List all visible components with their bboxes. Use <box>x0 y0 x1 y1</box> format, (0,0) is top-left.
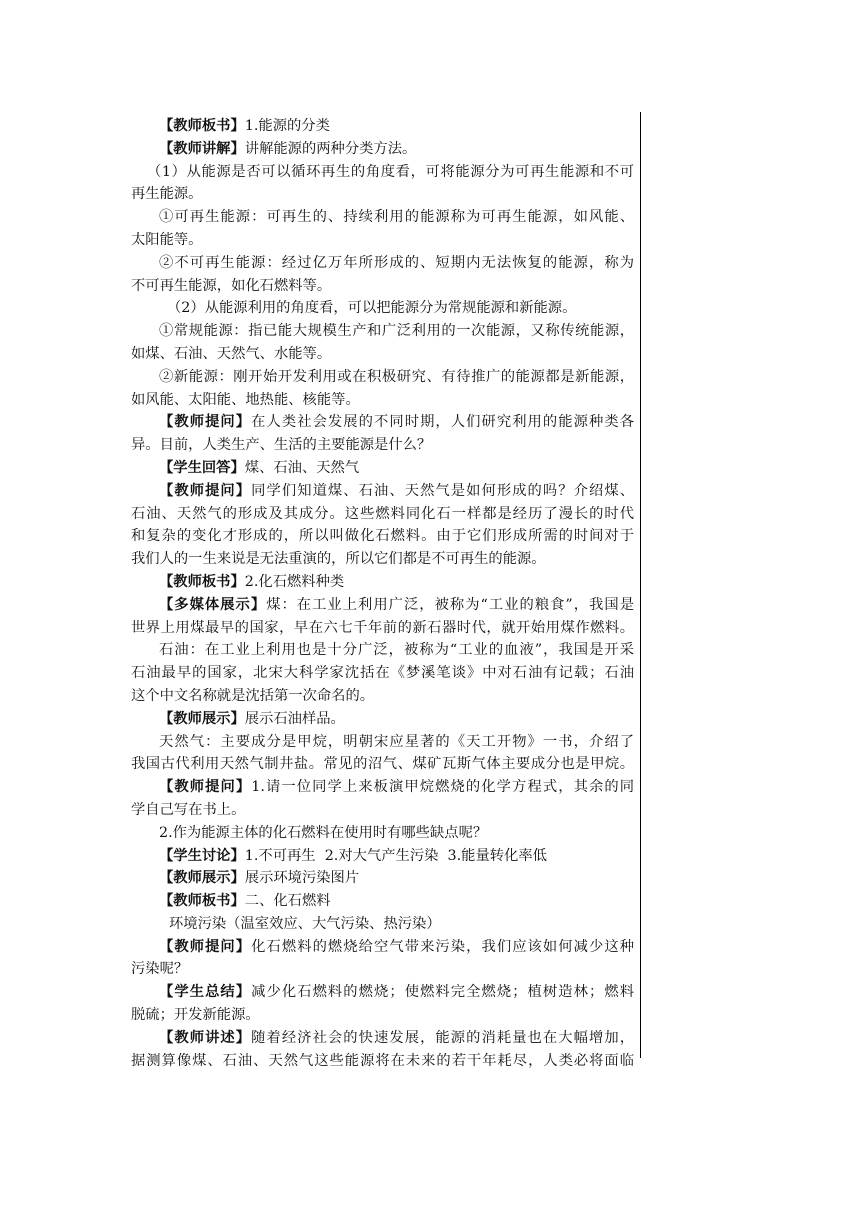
line-29 <box>131 753 634 776</box>
line-text: 不可再生能源，如化石燃料等。 <box>131 277 332 294</box>
line-19 <box>131 525 634 548</box>
line-text: 石油、天然气的形成及其成分。这些燃料同化石一样都是经历了漫长的时代 <box>131 505 634 522</box>
line-text: 2.化石燃料种类 <box>244 573 345 590</box>
line-tag: 【教师展示】 <box>159 710 245 727</box>
line-text: 2.作为能源主体的化石燃料在使用时有哪些缺点呢？ <box>159 824 488 841</box>
line-7 <box>131 252 634 275</box>
line-text: 石油最早的国家，北宋大科学家沈括在《梦溪笔谈》中对石油有记载；石油 <box>131 665 634 682</box>
line-text: 如煤、石油、天然气、水能等。 <box>131 345 332 362</box>
line-text: （1）从能源是否可以循环再生的角度看，可将能源分为可再生能源和不可 <box>147 163 634 180</box>
line-tag: 【教师板书】 <box>159 573 245 590</box>
line-text: 煤、石油、天然气 <box>244 459 360 476</box>
line-text: 太阳能等。 <box>131 231 203 248</box>
line-text: 和复杂的变化才形成的，所以叫做化石燃料。由于它们形成所需的时间对于 <box>131 528 634 545</box>
line-tag: 【教师板书】 <box>159 893 245 910</box>
line-text: 展示环境污染图片 <box>244 870 360 887</box>
line-text: 化石燃料的燃烧给空气带来污染，我们应该如何减少这种 <box>251 938 634 955</box>
line-6 <box>131 229 634 252</box>
line-text: ①可再生能源：可再生的、持续利用的能源称为可再生能源，如风能、 <box>159 209 634 226</box>
line-text: 异。目前，人类生产、生活的主要能源是什么？ <box>131 437 432 454</box>
line-text: 我国古代利用天然气制井盐。常见的沼气、煤矿瓦斯气体主要成分也是甲烷。 <box>131 756 634 773</box>
line-text: 这个中文名称就是沈括第一次命名的。 <box>131 687 375 704</box>
line-3 <box>131 161 634 184</box>
line-36 <box>131 913 634 936</box>
line-text: 煤：在工业上利用广泛，被称为“工业的粮食”，我国是 <box>266 596 634 613</box>
line-tag: 【教师提问】 <box>159 938 252 955</box>
line-5 <box>131 206 634 229</box>
line-26 <box>131 685 634 708</box>
line-38 <box>131 958 634 981</box>
line-text: 同学们知道煤、石油、天然气是如何形成的吗？介绍煤、 <box>251 482 634 499</box>
line-text: ②不可再生能源：经过亿万年所形成的、短期内无法恢复的能源，称为 <box>159 254 634 271</box>
line-14 <box>131 411 634 434</box>
line-9 <box>131 297 634 320</box>
line-37 <box>131 936 634 959</box>
line-text: 天然气：主要成分是甲烷，明朝宋应星著的《天工开物》一书，介绍了 <box>159 733 634 750</box>
line-text: 环境污染（温室效应、大气污染、热污染） <box>169 915 441 932</box>
line-4 <box>131 183 634 206</box>
line-text: 二、化石燃料 <box>244 893 331 910</box>
line-41 <box>131 1027 634 1050</box>
line-23 <box>131 617 634 640</box>
line-text: 1.请一位同学上来板演甲烷燃烧的化学方程式，其余的同 <box>251 779 635 796</box>
line-text: 世界上用煤最早的国家，早在六七千年前的新石器时代，就开始用煤作燃料。 <box>131 619 634 636</box>
line-tag: 【教师讲述】 <box>159 1029 252 1046</box>
line-tag: 【学生讨论】 <box>159 847 245 864</box>
table-right-border <box>640 112 641 1058</box>
line-11 <box>131 343 634 366</box>
line-tag: 【多媒体展示】 <box>159 596 267 613</box>
line-text: （2）从能源利用的角度看，可以把能源分为常规能源和新能源。 <box>167 300 577 317</box>
line-tag: 【教师提问】 <box>159 414 252 431</box>
line-tag: 【教师提问】 <box>159 482 252 499</box>
line-tag: 【学生总结】 <box>159 984 252 1001</box>
line-31 <box>131 799 634 822</box>
line-34 <box>131 867 634 890</box>
line-10 <box>131 320 634 343</box>
line-text: 讲解能源的两种分类方法。 <box>244 140 417 157</box>
line-33 <box>131 845 634 868</box>
line-tag: 【教师提问】 <box>159 779 252 796</box>
line-text: 1.能源的分类 <box>244 118 330 134</box>
line-text: 污染呢？ <box>131 961 189 978</box>
line-tag: 【教师展示】 <box>159 870 245 887</box>
line-text: 再生能源。 <box>131 186 203 203</box>
line-24 <box>131 639 634 662</box>
line-text: ②新能源：刚开始开发利用或在积极研究、有待推广的能源都是新能源， <box>159 368 634 385</box>
line-13 <box>131 389 634 412</box>
line-40 <box>131 1004 634 1027</box>
document-body <box>131 115 634 1072</box>
line-8 <box>131 275 634 298</box>
line-1 <box>131 115 634 138</box>
line-39 <box>131 981 634 1004</box>
line-text: 随着经济社会的快速发展，能源的消耗量也在大幅增加， <box>251 1029 634 1046</box>
line-text: 据测算像煤、石油、天然气这些能源将在未来的若干年耗尽，人类必将面临 <box>131 1052 634 1069</box>
line-32 <box>131 822 634 845</box>
line-text: 1.不可再生 2.对大气产生污染 3.能量转化率低 <box>244 847 547 864</box>
line-42 <box>131 1050 634 1073</box>
line-text: ①常规能源：指已能大规模生产和广泛利用的一次能源，又称传统能源， <box>159 323 634 340</box>
line-text: 脱硫；开发新能源。 <box>131 1007 260 1024</box>
line-16 <box>131 457 634 480</box>
line-25 <box>131 662 634 685</box>
line-text: 我们人的一生来说是无法重演的，所以它们都是不可再生的能源。 <box>131 551 546 568</box>
line-text: 石油：在工业上利用也是十分广泛，被称为“工业的血液”，我国是开采 <box>159 642 634 659</box>
line-35 <box>131 890 634 913</box>
line-tag: 【教师讲解】 <box>159 140 245 157</box>
line-27 <box>131 708 634 731</box>
line-17 <box>131 480 634 503</box>
line-21 <box>131 571 634 594</box>
line-text: 如风能、太阳能、地热能、核能等。 <box>131 391 360 408</box>
line-12 <box>131 366 634 389</box>
line-30 <box>131 776 634 799</box>
line-2 <box>131 138 634 161</box>
line-18 <box>131 503 634 526</box>
line-tag: 【学生回答】 <box>159 459 245 476</box>
line-tag: 【教师板书】 <box>159 118 245 134</box>
line-28 <box>131 731 634 754</box>
line-20 <box>131 548 634 571</box>
line-text: 学自己写在书上。 <box>131 801 246 818</box>
line-text: 在人类社会发展的不同时期，人们研究利用的能源种类各 <box>251 414 634 431</box>
line-15 <box>131 434 634 457</box>
line-22 <box>131 594 634 617</box>
line-text: 展示石油样品。 <box>244 710 345 727</box>
line-text: 减少化石燃料的燃烧；使燃料完全燃烧；植树造林；燃料 <box>251 984 634 1001</box>
